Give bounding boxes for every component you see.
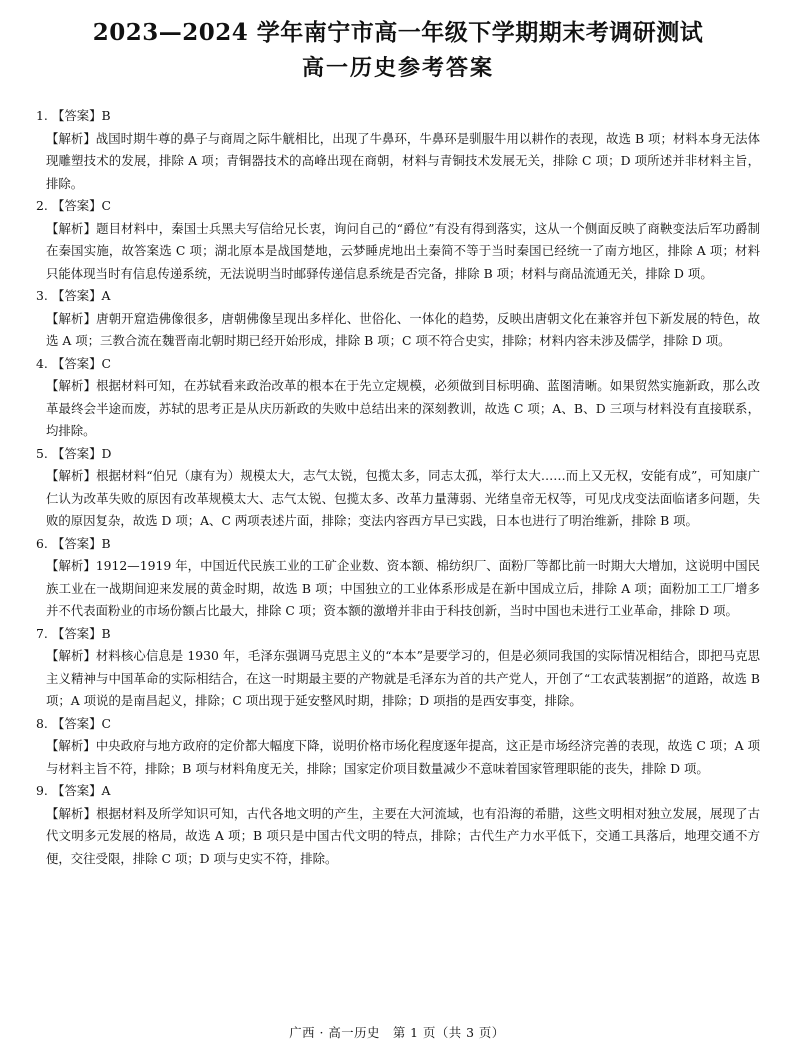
answer-line — [36, 443, 760, 466]
question-number: 1. — [36, 108, 48, 123]
explanation-text: 【解析】1912—1919 年，中国近代民族工业的工矿企业数、资本额、棉纺织厂、面粉厂等都比前一时期大大增加，这说明中国民族工业在一战期间迎来发展的黄金时期，故选 B 项；中国独立的工业体系形成是在新中国成立后，排除 A 项；面粉加工工厂增多并不代表面粉业的市场份额占比最大，排除 C 项；资本额的激增并非由于科技创新，当时中国也未进行工业革命，排除 D 项。 — [46, 558, 760, 618]
answer-line — [36, 105, 760, 128]
explanation-text: 【解析】根据材料及所学知识可知，古代各地文明的产生，主要在大河流域，也有沿海的希腊，这些文明相对独立发展，展现了古代文明多元发展的格局，故选 A 项；B 项只是中国古代文明的特点，排除；古代生产力水平低下，交通工具落后，地理交通不方便，交往受限，排除 C 项；D 项与史实不符，排除。 — [46, 805, 760, 866]
page-footer: 广西 · 高一历史 第 1 页（共 3 页） — [289, 1025, 505, 1040]
answer-text: 【答案】C — [52, 198, 112, 213]
explanation-text: 【解析】战国时期牛尊的鼻子与商周之际牛觥相比，出现了牛鼻环，牛鼻环是驯服牛用以耕作的表现，故选 B 项；材料本身无法体现雕塑技术的发展，排除 A 项；青铜器技术的高峰出现在商朝，材料与青铜技术发展无关，排除 C 项；D 项所述并非材料主旨，排除。 — [46, 130, 760, 191]
document-subtitle: 高一历史参考答案 — [301, 55, 494, 81]
explanation-text: 【解析】唐朝开窟造佛像很多，唐朝佛像呈现出多样化、世俗化、一体化的趋势，反映出唐朝文化在兼容并包下新发展的特色，故选 A 项；三教合流在魏晋南北朝时期已经开始形成，排除 B 项；C 项不符合史实，排除；材料内容未涉及儒学，排除 D 项。 — [46, 310, 760, 348]
question-number: 3. — [36, 288, 48, 303]
answer-line — [36, 533, 760, 556]
question-item — [36, 533, 760, 623]
question-number: 5. — [36, 445, 48, 461]
answer-text: 【答案】D — [52, 445, 112, 461]
question-number: 4. — [36, 355, 48, 371]
question-item — [36, 623, 760, 713]
answer-line — [36, 353, 760, 376]
answer-text: 【答案】B — [52, 535, 111, 551]
question-item — [36, 195, 760, 285]
answer-text: 【答案】C — [52, 715, 112, 731]
answer-text: 【答案】A — [52, 288, 111, 303]
question-number: 7. — [36, 625, 48, 641]
question-number: 2. — [36, 198, 48, 213]
question-item — [36, 285, 760, 353]
answer-line — [36, 623, 760, 646]
explanation-text: 【解析】题目材料中，秦国士兵黑夫写信给兄长衷，询问自己的“爵位”有没有得到落实，这从一个侧面反映了商鞅变法后军功爵制在秦国实施，故答案选 C 项；湖北原本是战国楚地，云梦睡虎地出土秦简不等于当时秦国已经统一了南方地区，排除 A 项；材料只能体现当时有信息传递系统，无法说明当时邮驿传递信息系统是否完备，排除 B 项；材料与商品流通无关，排除 D 项。 — [46, 220, 760, 281]
question-item — [36, 353, 760, 443]
answer-line — [36, 285, 760, 308]
answer-line — [36, 780, 760, 803]
answer-text: 【答案】B — [52, 625, 111, 641]
question-list — [36, 105, 760, 870]
question-item — [36, 443, 760, 533]
exam-title: 2023—2024 学年南宁市高一年级下学期期末考调研测试 — [92, 19, 704, 46]
explanation-text: 【解析】中央政府与地方政府的定价都大幅度下降，说明价格市场化程度逐年提高，这正是市场经济完善的表现，故选 C 项；A 项与材料主旨不符，排除；B 项与材料角度无关，排除；国家定价项目数量减少不意味着国家管理职能的丧失，排除 D 项。 — [46, 738, 760, 776]
explanation-text: 【解析】根据材料可知，在苏轼看来政治改革的根本在于先立定规模，必须做到目标明确、蓝图清晰。如果贸然实施新政，那么改革最终会半途而废，苏轼的思考正是从庆历新政的失败中总结出来的深刻教训，故选 C 项；A、B、D 三项与材料没有直接联系，均排除。 — [46, 378, 760, 438]
answer-text: 【答案】C — [52, 355, 112, 371]
question-item — [36, 780, 760, 870]
answer-text: 【答案】B — [52, 108, 111, 123]
question-number: 6. — [36, 535, 48, 551]
question-number: 8. — [36, 715, 48, 731]
question-number: 9. — [36, 783, 48, 798]
explanation-text: 【解析】根据材料“伯兄（康有为）规模太大，志气太锐，包揽太多，同志太孤，举行太大……而上又无权，安能有成”，可知康广仁认为改革失败的原因有改革规模太大、志气太锐、包揽太多、改革力量薄弱、光绪皇帝无权等，可见戊戌变法面临诸多问题，失败的原因复杂，故选 D 项；A、C 两项表述片面，排除；变法内容西方早已实践，日本也进行了明治维新，排除 B 项。 — [46, 468, 760, 528]
explanation-text: 【解析】材料核心信息是 1930 年，毛泽东强调马克思主义的“本本”是要学习的，但是必须同我国的实际情况相结合，即把马克思主义精神与中国革命的实际相结合，在这一时期最主要的产物就是毛泽东为首的共产党人，开创了“工农武装割据”的道路，故选 B 项；A 项说的是南昌起义，排除；C 项出现于延安整风时期，排除；D 项指的是西安事变，排除。 — [46, 648, 760, 708]
answer-text: 【答案】A — [52, 783, 111, 798]
answer-line — [36, 713, 760, 736]
question-item — [36, 713, 760, 781]
answer-line — [36, 195, 760, 218]
question-item — [36, 105, 760, 195]
